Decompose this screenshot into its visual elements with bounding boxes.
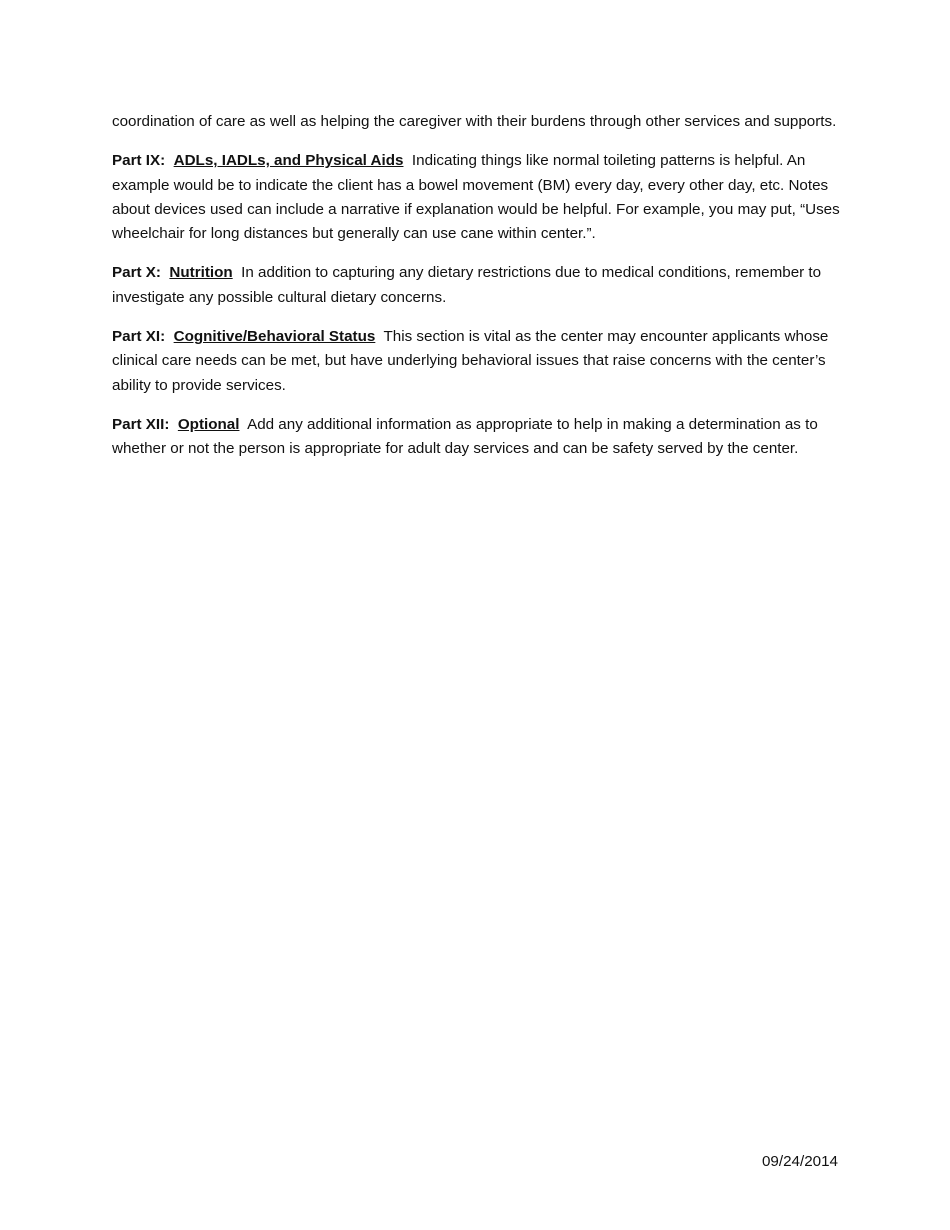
part-x-label: Part X: <box>112 264 161 282</box>
part-xii-label: Part XII: <box>112 415 170 433</box>
part-ix-paragraph <box>112 149 847 246</box>
part-xi-text: This section is vital as the center may encounter applicants whose clinical care needs can be met, but have underlying behavioral issues that raise concerns with the center’s ability to provide services. <box>112 328 829 394</box>
part-ix-label: Part IX: <box>112 152 166 170</box>
part-xi-label: Part XI: <box>112 328 166 346</box>
part-x-title: Nutrition <box>169 264 233 282</box>
document-body <box>112 110 847 477</box>
part-ix-title: ADLs, IADLs, and Physical Aids <box>173 152 404 170</box>
part-xii-paragraph <box>112 413 847 462</box>
part-xi-paragraph <box>112 325 847 398</box>
footer-date: 09/24/2014 <box>761 1153 838 1170</box>
part-xii-title: Optional <box>177 415 240 433</box>
intro-paragraph: coordination of care as well as helping the caregiver with their burdens through other services and supports. <box>112 113 837 130</box>
part-xi-title: Cognitive/Behavioral Status <box>173 328 376 346</box>
part-x-text: In addition to capturing any dietary restrictions due to medical conditions, remember to investigate any possible cultural dietary concerns. <box>112 264 822 306</box>
part-ix-text: Indicating things like normal toileting patterns is helpful. An example would be to indicate the client has a bowel movement (BM) every day, every other day, etc. Notes about devices used can include a narrative if explanation would be helpful. For example, you may put, “Uses wheelchair for long distances but generally can use cane within center.”. <box>112 152 840 243</box>
part-x-paragraph <box>112 261 847 310</box>
part-xii-text: Add any additional information as appropriate to help in making a determination as to whether or not the person is appropriate for adult day services and can be safety served by the center. <box>112 415 818 458</box>
